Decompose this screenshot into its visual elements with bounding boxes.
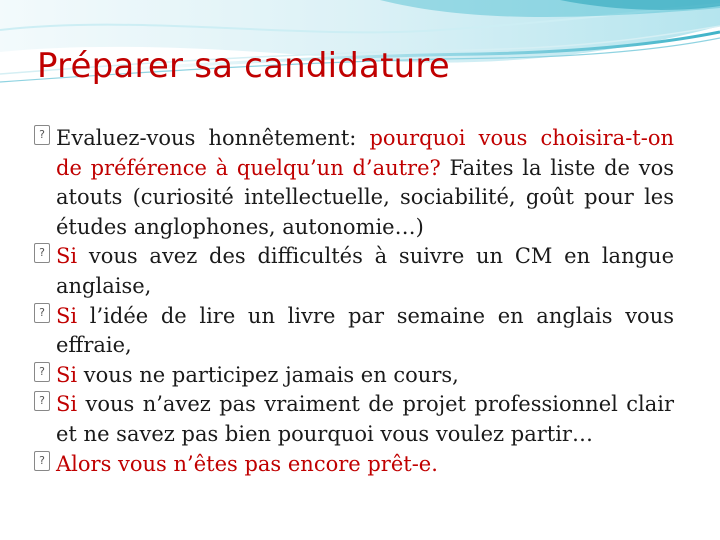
bullet-highlight-text: Si	[56, 362, 78, 387]
missing-glyph-bullet-icon	[34, 125, 50, 145]
bullet-highlight-text: pourquoi vous choisira-t-on de préférence à quelqu’un d’autre?	[56, 126, 674, 180]
bullet-item	[34, 242, 674, 301]
missing-glyph-bullet-icon	[34, 303, 50, 323]
missing-glyph-bullet-icon	[34, 362, 50, 382]
bullet-highlight-text: Si	[56, 244, 78, 269]
bullet-item	[34, 390, 674, 449]
bullet-rest-text: vous avez des difficultés à suivre un CM en langue anglaise,	[56, 244, 674, 298]
bullet-highlight-text: Si	[56, 303, 78, 328]
bullet-rest-text: vous n’avez pas vraiment de projet professionnel clair et ne savez pas bien pourquoi vous voulez partir…	[56, 392, 674, 446]
bullet-rest-text: vous ne participez jamais en cours,	[77, 362, 459, 387]
bullet-item	[34, 124, 674, 242]
bullet-item	[34, 450, 674, 480]
slide-title: Préparer sa candidature	[37, 46, 450, 86]
bullet-highlight-text: Alors vous n’êtes pas encore prêt-e.	[56, 451, 438, 476]
bullet-item	[34, 302, 674, 361]
missing-glyph-bullet-icon	[34, 391, 50, 411]
missing-glyph-bullet-icon	[34, 451, 50, 471]
bullet-lead-text: Evaluez-vous honnêtement:	[56, 126, 370, 150]
bullet-rest-text: Faites la liste de vos atouts (curiosité intellectuelle, sociabilité, goût pour les études anglophones, autonomie…)	[56, 155, 675, 239]
bullet-item	[34, 361, 674, 391]
bullet-rest-text: l’idée de lire un livre par semaine en anglais vous effraie,	[56, 303, 674, 358]
bullet-list	[34, 124, 674, 479]
missing-glyph-bullet-icon	[34, 243, 50, 263]
bullet-highlight-text: Si	[56, 392, 78, 417]
